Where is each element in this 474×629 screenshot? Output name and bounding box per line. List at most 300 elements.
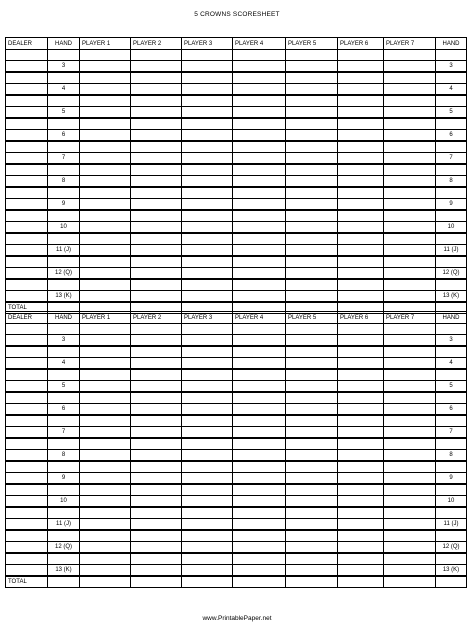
score-cell[interactable] <box>80 438 131 450</box>
score-cell[interactable] <box>338 187 384 199</box>
score-cell[interactable] <box>338 84 384 96</box>
score-cell[interactable] <box>233 553 286 565</box>
score-cell[interactable] <box>80 141 131 153</box>
score-cell[interactable] <box>233 565 286 577</box>
dealer-cell[interactable] <box>6 358 48 370</box>
score-cell[interactable] <box>233 256 286 268</box>
score-cell[interactable] <box>384 565 436 577</box>
score-cell[interactable] <box>338 95 384 107</box>
score-cell[interactable] <box>233 268 286 280</box>
score-cell[interactable] <box>80 84 131 96</box>
score-cell[interactable] <box>80 335 131 347</box>
score-cell[interactable] <box>384 199 436 211</box>
score-cell[interactable] <box>131 553 182 565</box>
dealer-cell[interactable] <box>6 473 48 485</box>
dealer-cell[interactable] <box>6 553 48 565</box>
score-cell[interactable] <box>182 268 233 280</box>
score-cell[interactable] <box>384 153 436 165</box>
score-cell[interactable] <box>80 61 131 73</box>
score-cell[interactable] <box>80 496 131 508</box>
score-cell[interactable] <box>286 279 338 291</box>
score-cell[interactable] <box>338 507 384 519</box>
score-cell[interactable] <box>182 95 233 107</box>
score-cell[interactable] <box>80 324 131 335</box>
dealer-cell[interactable] <box>6 519 48 531</box>
total-cell[interactable] <box>80 576 131 588</box>
score-cell[interactable] <box>131 50 182 61</box>
score-cell[interactable] <box>131 61 182 73</box>
score-cell[interactable] <box>131 565 182 577</box>
score-cell[interactable] <box>131 461 182 473</box>
score-cell[interactable] <box>286 84 338 96</box>
score-cell[interactable] <box>384 404 436 416</box>
score-cell[interactable] <box>131 130 182 142</box>
score-cell[interactable] <box>338 369 384 381</box>
score-cell[interactable] <box>182 153 233 165</box>
score-cell[interactable] <box>80 519 131 531</box>
score-cell[interactable] <box>286 392 338 404</box>
score-cell[interactable] <box>233 141 286 153</box>
score-cell[interactable] <box>182 279 233 291</box>
dealer-cell[interactable] <box>6 199 48 211</box>
score-cell[interactable] <box>338 72 384 84</box>
score-cell[interactable] <box>384 164 436 176</box>
score-cell[interactable] <box>182 50 233 61</box>
score-cell[interactable] <box>182 199 233 211</box>
score-cell[interactable] <box>338 130 384 142</box>
score-cell[interactable] <box>182 404 233 416</box>
score-cell[interactable] <box>233 324 286 335</box>
dealer-cell[interactable] <box>6 335 48 347</box>
score-cell[interactable] <box>131 233 182 245</box>
score-cell[interactable] <box>338 141 384 153</box>
score-cell[interactable] <box>338 461 384 473</box>
score-cell[interactable] <box>131 141 182 153</box>
score-cell[interactable] <box>286 268 338 280</box>
score-cell[interactable] <box>182 553 233 565</box>
score-cell[interactable] <box>384 95 436 107</box>
score-cell[interactable] <box>182 84 233 96</box>
score-cell[interactable] <box>131 346 182 358</box>
score-cell[interactable] <box>286 95 338 107</box>
score-cell[interactable] <box>80 153 131 165</box>
score-cell[interactable] <box>286 438 338 450</box>
score-cell[interactable] <box>131 176 182 188</box>
score-cell[interactable] <box>286 542 338 554</box>
score-cell[interactable] <box>338 438 384 450</box>
score-cell[interactable] <box>80 392 131 404</box>
score-cell[interactable] <box>338 164 384 176</box>
score-cell[interactable] <box>338 199 384 211</box>
dealer-cell[interactable] <box>6 438 48 450</box>
score-cell[interactable] <box>182 245 233 257</box>
score-cell[interactable] <box>233 358 286 370</box>
score-cell[interactable] <box>182 542 233 554</box>
score-cell[interactable] <box>286 461 338 473</box>
score-cell[interactable] <box>131 484 182 496</box>
score-cell[interactable] <box>338 473 384 485</box>
score-cell[interactable] <box>384 256 436 268</box>
score-cell[interactable] <box>286 450 338 462</box>
score-cell[interactable] <box>286 530 338 542</box>
score-cell[interactable] <box>80 256 131 268</box>
score-cell[interactable] <box>233 381 286 393</box>
dealer-cell[interactable] <box>6 484 48 496</box>
score-cell[interactable] <box>286 50 338 61</box>
score-cell[interactable] <box>384 72 436 84</box>
score-cell[interactable] <box>80 50 131 61</box>
score-cell[interactable] <box>131 222 182 234</box>
score-cell[interactable] <box>80 187 131 199</box>
score-cell[interactable] <box>131 210 182 222</box>
score-cell[interactable] <box>338 427 384 439</box>
score-cell[interactable] <box>80 542 131 554</box>
score-cell[interactable] <box>182 324 233 335</box>
score-cell[interactable] <box>182 392 233 404</box>
score-cell[interactable] <box>286 210 338 222</box>
dealer-cell[interactable] <box>6 50 48 61</box>
score-cell[interactable] <box>233 84 286 96</box>
score-cell[interactable] <box>286 256 338 268</box>
score-cell[interactable] <box>233 427 286 439</box>
score-cell[interactable] <box>131 256 182 268</box>
score-cell[interactable] <box>182 507 233 519</box>
score-cell[interactable] <box>182 369 233 381</box>
score-cell[interactable] <box>182 484 233 496</box>
score-cell[interactable] <box>286 346 338 358</box>
dealer-cell[interactable] <box>6 107 48 119</box>
score-cell[interactable] <box>182 222 233 234</box>
dealer-cell[interactable] <box>6 415 48 427</box>
score-cell[interactable] <box>286 141 338 153</box>
score-cell[interactable] <box>182 450 233 462</box>
score-cell[interactable] <box>286 404 338 416</box>
score-cell[interactable] <box>80 507 131 519</box>
score-cell[interactable] <box>80 268 131 280</box>
score-cell[interactable] <box>286 107 338 119</box>
score-cell[interactable] <box>80 95 131 107</box>
score-cell[interactable] <box>233 118 286 130</box>
score-cell[interactable] <box>182 427 233 439</box>
score-cell[interactable] <box>80 176 131 188</box>
score-cell[interactable] <box>384 268 436 280</box>
dealer-cell[interactable] <box>6 222 48 234</box>
score-cell[interactable] <box>286 381 338 393</box>
score-cell[interactable] <box>80 358 131 370</box>
score-cell[interactable] <box>182 415 233 427</box>
score-cell[interactable] <box>233 369 286 381</box>
score-cell[interactable] <box>131 392 182 404</box>
dealer-cell[interactable] <box>6 324 48 335</box>
dealer-cell[interactable] <box>6 84 48 96</box>
score-cell[interactable] <box>384 107 436 119</box>
score-cell[interactable] <box>131 358 182 370</box>
score-cell[interactable] <box>182 187 233 199</box>
score-cell[interactable] <box>131 268 182 280</box>
dealer-cell[interactable] <box>6 72 48 84</box>
dealer-cell[interactable] <box>6 450 48 462</box>
score-cell[interactable] <box>286 565 338 577</box>
score-cell[interactable] <box>80 473 131 485</box>
score-cell[interactable] <box>384 369 436 381</box>
score-cell[interactable] <box>131 369 182 381</box>
score-cell[interactable] <box>384 141 436 153</box>
score-cell[interactable] <box>131 199 182 211</box>
total-cell[interactable] <box>131 576 182 588</box>
score-cell[interactable] <box>286 72 338 84</box>
score-cell[interactable] <box>80 369 131 381</box>
score-cell[interactable] <box>80 118 131 130</box>
dealer-cell[interactable] <box>6 268 48 280</box>
score-cell[interactable] <box>384 450 436 462</box>
score-cell[interactable] <box>131 335 182 347</box>
score-cell[interactable] <box>233 473 286 485</box>
score-cell[interactable] <box>233 461 286 473</box>
score-cell[interactable] <box>384 50 436 61</box>
score-cell[interactable] <box>384 291 436 303</box>
score-cell[interactable] <box>338 496 384 508</box>
score-cell[interactable] <box>286 553 338 565</box>
score-cell[interactable] <box>131 496 182 508</box>
score-cell[interactable] <box>286 118 338 130</box>
score-cell[interactable] <box>384 542 436 554</box>
score-cell[interactable] <box>338 392 384 404</box>
total-cell[interactable] <box>286 576 338 588</box>
score-cell[interactable] <box>384 233 436 245</box>
score-cell[interactable] <box>233 404 286 416</box>
score-cell[interactable] <box>182 291 233 303</box>
score-cell[interactable] <box>338 324 384 335</box>
score-cell[interactable] <box>131 404 182 416</box>
score-cell[interactable] <box>338 279 384 291</box>
total-cell[interactable] <box>182 576 233 588</box>
score-cell[interactable] <box>233 233 286 245</box>
score-cell[interactable] <box>131 519 182 531</box>
score-cell[interactable] <box>384 392 436 404</box>
score-cell[interactable] <box>384 222 436 234</box>
score-cell[interactable] <box>338 530 384 542</box>
dealer-cell[interactable] <box>6 507 48 519</box>
dealer-cell[interactable] <box>6 530 48 542</box>
score-cell[interactable] <box>131 507 182 519</box>
score-cell[interactable] <box>80 415 131 427</box>
score-cell[interactable] <box>131 324 182 335</box>
score-cell[interactable] <box>131 187 182 199</box>
total-cell[interactable] <box>384 576 436 588</box>
score-cell[interactable] <box>80 530 131 542</box>
score-cell[interactable] <box>233 291 286 303</box>
score-cell[interactable] <box>80 461 131 473</box>
score-cell[interactable] <box>131 381 182 393</box>
score-cell[interactable] <box>233 279 286 291</box>
score-cell[interactable] <box>80 450 131 462</box>
score-cell[interactable] <box>384 279 436 291</box>
score-cell[interactable] <box>338 268 384 280</box>
score-cell[interactable] <box>338 484 384 496</box>
score-cell[interactable] <box>338 256 384 268</box>
score-cell[interactable] <box>182 473 233 485</box>
score-cell[interactable] <box>80 484 131 496</box>
score-cell[interactable] <box>182 107 233 119</box>
score-cell[interactable] <box>233 438 286 450</box>
score-cell[interactable] <box>338 107 384 119</box>
score-cell[interactable] <box>233 245 286 257</box>
dealer-cell[interactable] <box>6 210 48 222</box>
dealer-cell[interactable] <box>6 542 48 554</box>
score-cell[interactable] <box>338 415 384 427</box>
score-cell[interactable] <box>384 415 436 427</box>
score-cell[interactable] <box>384 324 436 335</box>
score-cell[interactable] <box>384 427 436 439</box>
score-cell[interactable] <box>384 210 436 222</box>
score-cell[interactable] <box>233 130 286 142</box>
score-cell[interactable] <box>80 233 131 245</box>
score-cell[interactable] <box>182 519 233 531</box>
score-cell[interactable] <box>384 473 436 485</box>
dealer-cell[interactable] <box>6 427 48 439</box>
score-cell[interactable] <box>233 164 286 176</box>
score-cell[interactable] <box>384 553 436 565</box>
score-cell[interactable] <box>384 346 436 358</box>
score-cell[interactable] <box>338 404 384 416</box>
dealer-cell[interactable] <box>6 164 48 176</box>
score-cell[interactable] <box>233 496 286 508</box>
dealer-cell[interactable] <box>6 233 48 245</box>
score-cell[interactable] <box>233 392 286 404</box>
score-cell[interactable] <box>384 176 436 188</box>
score-cell[interactable] <box>233 415 286 427</box>
score-cell[interactable] <box>384 496 436 508</box>
score-cell[interactable] <box>338 210 384 222</box>
score-cell[interactable] <box>286 335 338 347</box>
dealer-cell[interactable] <box>6 187 48 199</box>
score-cell[interactable] <box>80 346 131 358</box>
score-cell[interactable] <box>131 415 182 427</box>
score-cell[interactable] <box>233 210 286 222</box>
score-cell[interactable] <box>338 233 384 245</box>
score-cell[interactable] <box>233 519 286 531</box>
score-cell[interactable] <box>131 118 182 130</box>
total-cell[interactable] <box>436 576 467 588</box>
score-cell[interactable] <box>384 381 436 393</box>
total-cell[interactable] <box>338 576 384 588</box>
score-cell[interactable] <box>80 553 131 565</box>
score-cell[interactable] <box>131 164 182 176</box>
score-cell[interactable] <box>80 427 131 439</box>
score-cell[interactable] <box>286 222 338 234</box>
dealer-cell[interactable] <box>6 291 48 303</box>
score-cell[interactable] <box>80 245 131 257</box>
score-cell[interactable] <box>286 61 338 73</box>
score-cell[interactable] <box>338 50 384 61</box>
score-cell[interactable] <box>384 358 436 370</box>
score-cell[interactable] <box>286 473 338 485</box>
score-cell[interactable] <box>182 346 233 358</box>
score-cell[interactable] <box>182 130 233 142</box>
score-cell[interactable] <box>338 346 384 358</box>
dealer-cell[interactable] <box>6 256 48 268</box>
score-cell[interactable] <box>80 199 131 211</box>
score-cell[interactable] <box>131 72 182 84</box>
score-cell[interactable] <box>131 530 182 542</box>
score-cell[interactable] <box>131 95 182 107</box>
score-cell[interactable] <box>131 438 182 450</box>
score-cell[interactable] <box>182 164 233 176</box>
score-cell[interactable] <box>233 153 286 165</box>
score-cell[interactable] <box>80 107 131 119</box>
score-cell[interactable] <box>233 61 286 73</box>
score-cell[interactable] <box>182 233 233 245</box>
score-cell[interactable] <box>182 210 233 222</box>
score-cell[interactable] <box>384 438 436 450</box>
score-cell[interactable] <box>182 530 233 542</box>
score-cell[interactable] <box>233 95 286 107</box>
score-cell[interactable] <box>338 335 384 347</box>
score-cell[interactable] <box>233 222 286 234</box>
score-cell[interactable] <box>233 187 286 199</box>
score-cell[interactable] <box>286 496 338 508</box>
score-cell[interactable] <box>131 245 182 257</box>
score-cell[interactable] <box>384 530 436 542</box>
dealer-cell[interactable] <box>6 381 48 393</box>
score-cell[interactable] <box>80 381 131 393</box>
score-cell[interactable] <box>182 438 233 450</box>
dealer-cell[interactable] <box>6 461 48 473</box>
score-cell[interactable] <box>384 130 436 142</box>
score-cell[interactable] <box>182 61 233 73</box>
score-cell[interactable] <box>338 222 384 234</box>
score-cell[interactable] <box>80 279 131 291</box>
score-cell[interactable] <box>131 450 182 462</box>
score-cell[interactable] <box>338 176 384 188</box>
score-cell[interactable] <box>233 450 286 462</box>
score-cell[interactable] <box>131 542 182 554</box>
score-cell[interactable] <box>338 358 384 370</box>
dealer-cell[interactable] <box>6 346 48 358</box>
score-cell[interactable] <box>80 72 131 84</box>
score-cell[interactable] <box>286 369 338 381</box>
score-cell[interactable] <box>286 130 338 142</box>
dealer-cell[interactable] <box>6 392 48 404</box>
score-cell[interactable] <box>286 153 338 165</box>
score-cell[interactable] <box>80 130 131 142</box>
score-cell[interactable] <box>286 324 338 335</box>
score-cell[interactable] <box>286 519 338 531</box>
score-cell[interactable] <box>338 61 384 73</box>
score-cell[interactable] <box>384 61 436 73</box>
total-cell[interactable] <box>48 576 80 588</box>
score-cell[interactable] <box>131 107 182 119</box>
score-cell[interactable] <box>233 199 286 211</box>
score-cell[interactable] <box>384 84 436 96</box>
score-cell[interactable] <box>384 519 436 531</box>
dealer-cell[interactable] <box>6 141 48 153</box>
score-cell[interactable] <box>338 118 384 130</box>
score-cell[interactable] <box>338 565 384 577</box>
score-cell[interactable] <box>182 118 233 130</box>
score-cell[interactable] <box>338 245 384 257</box>
score-cell[interactable] <box>286 233 338 245</box>
score-cell[interactable] <box>131 473 182 485</box>
score-cell[interactable] <box>182 381 233 393</box>
score-cell[interactable] <box>286 164 338 176</box>
score-cell[interactable] <box>286 484 338 496</box>
score-cell[interactable] <box>131 279 182 291</box>
dealer-cell[interactable] <box>6 404 48 416</box>
score-cell[interactable] <box>384 187 436 199</box>
dealer-cell[interactable] <box>6 118 48 130</box>
score-cell[interactable] <box>286 176 338 188</box>
